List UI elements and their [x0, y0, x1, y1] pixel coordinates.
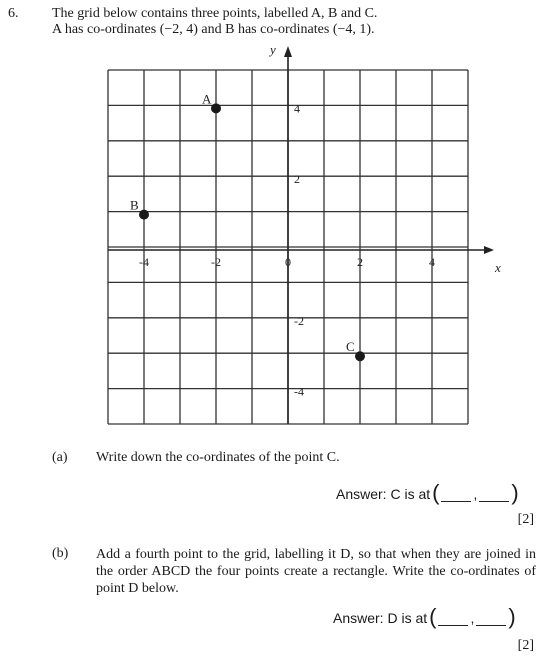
part-b-x-blank[interactable] [438, 613, 468, 626]
open-paren: ( [432, 480, 440, 505]
y-axis-label: y [270, 42, 276, 57]
point-b [139, 210, 149, 220]
point-a [211, 103, 221, 113]
part-b-y-blank[interactable] [476, 613, 506, 626]
x-tick-label: -2 [211, 255, 221, 269]
part-a-answer [336, 480, 521, 505]
part-b-answer [333, 604, 518, 629]
part-b-answer-prefix: Answer: D is at [333, 610, 428, 626]
x-tick-label: 0 [285, 255, 291, 269]
close-paren: ) [508, 604, 516, 629]
intro-line-2: A has co-ordinates (−2, 4) and B has co-ordinates (−4, 1). [52, 22, 375, 37]
part-b-comma: , [470, 610, 475, 626]
y-tick-label: 4 [294, 101, 300, 116]
open-paren: ( [429, 604, 437, 629]
part-b-label: (b) [52, 546, 69, 561]
y-tick-label: 2 [294, 172, 300, 187]
y-tick-label: -4 [294, 384, 304, 399]
part-b-question: Add a fourth point to the grid, labelling it D, so that when they are joined in the order ABCD the four points create a rectangle. Write the co-ordinates of point D below. [96, 547, 536, 596]
part-a-answer-prefix: Answer: C is at [336, 486, 431, 502]
part-a-x-blank[interactable] [441, 489, 471, 502]
intro-line-1: The grid below contains three points, labelled A, B and C. [52, 6, 378, 21]
point-label-b: B [130, 197, 139, 213]
point-label-a: A [202, 91, 212, 107]
point-label-c: C [346, 339, 355, 355]
close-paren: ) [511, 480, 519, 505]
points [130, 91, 365, 361]
part-a-label: (a) [52, 450, 68, 465]
x-tick-label: -4 [139, 255, 149, 269]
part-a-marks: [2] [517, 512, 534, 527]
x-tick-label: 4 [429, 255, 435, 269]
y-tick-label: -2 [294, 313, 304, 328]
x-axis-arrow-icon [484, 246, 494, 254]
axes [108, 42, 501, 424]
point-c [355, 351, 365, 361]
x-axis-label: x [495, 260, 501, 275]
part-a-y-blank[interactable] [479, 489, 509, 502]
question-number: 6. [8, 6, 19, 21]
part-a-question: Write down the co-ordinates of the point C. [96, 450, 340, 465]
y-axis-arrow-icon [284, 46, 292, 57]
part-b-marks: [2] [517, 638, 534, 653]
part-a-comma: , [473, 486, 478, 502]
x-tick-label: 2 [357, 255, 363, 269]
